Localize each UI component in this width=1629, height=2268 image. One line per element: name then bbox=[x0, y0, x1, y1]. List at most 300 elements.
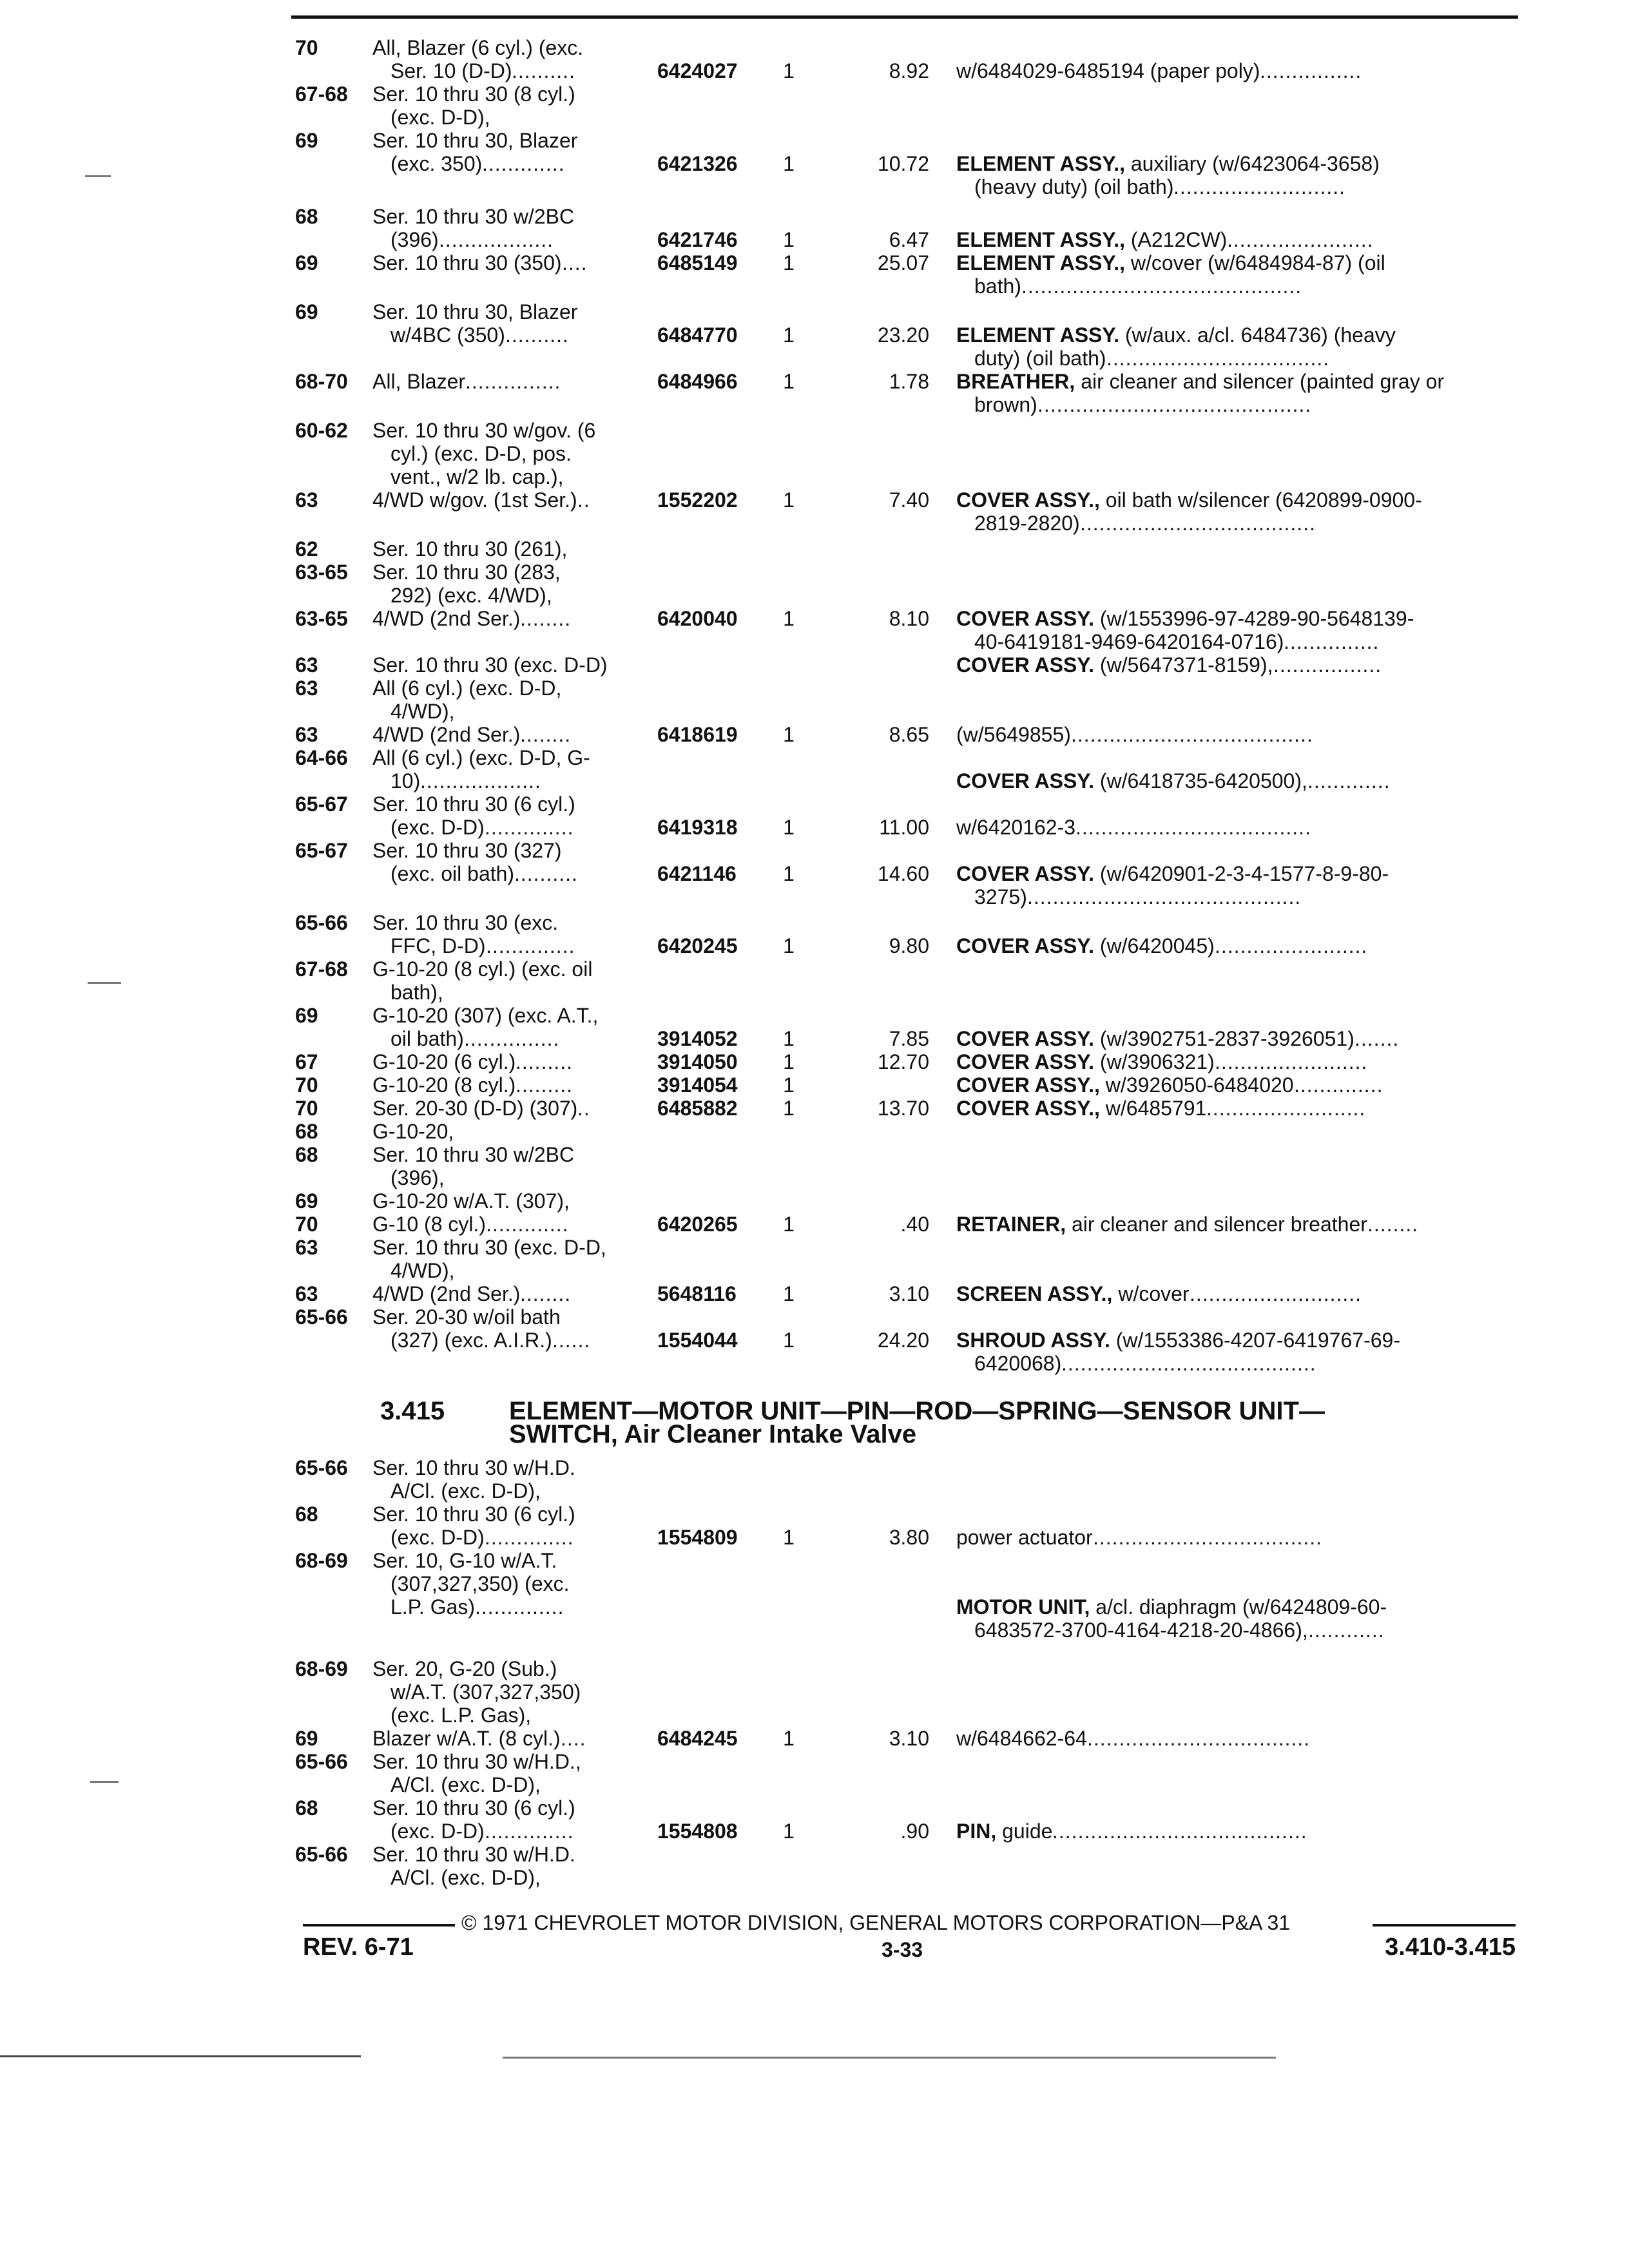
table-row bbox=[0, 1526, 1629, 1552]
table-row bbox=[0, 700, 1629, 726]
part-description bbox=[956, 488, 1422, 512]
leader-dots: .............. bbox=[485, 1820, 574, 1843]
part-description bbox=[956, 769, 1307, 793]
quantity: 1 bbox=[783, 1282, 795, 1305]
part-description bbox=[956, 59, 1260, 82]
leader-dots: .. bbox=[577, 1097, 590, 1120]
part-description bbox=[956, 228, 1227, 251]
year-range: 62 bbox=[295, 537, 318, 561]
part-detail: a/cl. diaphragm (w/6424809-60- bbox=[1090, 1595, 1387, 1619]
table-row bbox=[0, 488, 1629, 514]
part-number: 1554808 bbox=[657, 1820, 738, 1843]
leader-dots: ........................ bbox=[1215, 934, 1368, 957]
list-price: 7.40 bbox=[889, 488, 929, 512]
part-number: 3914050 bbox=[657, 1050, 738, 1073]
year-range: 63 bbox=[295, 1236, 318, 1259]
application-text: 4/WD (2nd Ser.) bbox=[372, 723, 521, 746]
table-row bbox=[0, 228, 1629, 254]
part-detail: (w/5649855) bbox=[956, 723, 1071, 746]
leader-dots: ............. bbox=[482, 152, 565, 175]
part-name: COVER ASSY. bbox=[956, 769, 1094, 793]
application-text: Ser. 10 thru 30 w/H.D., bbox=[372, 1750, 581, 1773]
list-price: 8.65 bbox=[889, 723, 929, 746]
year-range: 63 bbox=[295, 488, 318, 512]
application-text: G-10-20 (8 cyl.) bbox=[372, 1073, 516, 1097]
table-row bbox=[0, 274, 1629, 300]
table-row bbox=[0, 129, 1629, 155]
footer-rule-left bbox=[303, 1924, 455, 1927]
part-number: 6420245 bbox=[657, 934, 738, 957]
table-row bbox=[0, 746, 1629, 772]
quantity: 1 bbox=[783, 251, 795, 274]
leader-dots: ........ bbox=[520, 1282, 572, 1305]
application-text: (exc. D-D) bbox=[390, 1526, 485, 1549]
application-text: cyl.) (exc. D-D, pos. bbox=[390, 442, 572, 465]
application-text: w/4BC (350) bbox=[390, 323, 505, 347]
part-number: 6484770 bbox=[657, 323, 738, 347]
part-detail: w/6485791 bbox=[1099, 1097, 1207, 1120]
quantity: 1 bbox=[783, 370, 795, 393]
part-description bbox=[956, 1526, 1093, 1549]
table-row bbox=[0, 393, 1629, 419]
application-text: (exc. D-D) bbox=[390, 816, 485, 839]
application-text: L.P. Gas) bbox=[390, 1595, 476, 1619]
description-continued: 6483572-3700-4164-4218-20-4866), bbox=[974, 1619, 1308, 1642]
part-detail: (A212CW) bbox=[1124, 228, 1228, 251]
year-range: 68-69 bbox=[295, 1549, 348, 1572]
leader-dots: ........ bbox=[520, 607, 572, 630]
part-detail: auxiliary (w/6423064-3658) bbox=[1124, 152, 1380, 175]
year-range: 68 bbox=[295, 1503, 318, 1526]
table-row bbox=[0, 1236, 1629, 1262]
table-row bbox=[0, 106, 1629, 131]
list-price: .90 bbox=[900, 1820, 929, 1843]
year-range: 69 bbox=[295, 1727, 318, 1750]
table-row bbox=[0, 1004, 1629, 1030]
part-name: PIN, bbox=[956, 1820, 997, 1843]
leader-dots: ................................... bbox=[1106, 347, 1330, 370]
leader-dots: ............... bbox=[465, 370, 561, 393]
leader-dots: .......... bbox=[505, 323, 569, 347]
description-continued: 3275) bbox=[974, 885, 1027, 908]
application-text: All, Blazer (6 cyl.) (exc. bbox=[372, 36, 584, 59]
leader-dots: ......................... bbox=[1206, 1097, 1366, 1120]
part-detail: guide bbox=[996, 1820, 1053, 1843]
list-price: 6.47 bbox=[889, 228, 929, 251]
leader-dots: .............. bbox=[475, 1595, 564, 1619]
part-number: 6484245 bbox=[657, 1727, 738, 1750]
section-title-line2: SWITCH, Air Cleaner Intake Valve bbox=[509, 1420, 917, 1448]
part-number: 1552202 bbox=[657, 488, 738, 512]
table-row bbox=[0, 584, 1629, 610]
application-text: A/Cl. (exc. D-D), bbox=[390, 1479, 541, 1503]
application-text: Ser. 10 thru 30 w/H.D. bbox=[372, 1843, 575, 1866]
application-text: A/Cl. (exc. D-D), bbox=[390, 1866, 541, 1889]
table-row bbox=[0, 323, 1629, 349]
part-description bbox=[956, 1282, 1190, 1305]
part-name: ELEMENT ASSY., bbox=[956, 251, 1125, 274]
table-row bbox=[0, 1704, 1629, 1729]
year-range: 64-66 bbox=[295, 746, 348, 769]
application-text: G-10 (8 cyl.) bbox=[372, 1213, 487, 1236]
part-name: SCREEN ASSY., bbox=[956, 1282, 1113, 1305]
application-text: Ser. 10 thru 30 (exc. bbox=[372, 911, 559, 934]
part-name: ELEMENT ASSY. bbox=[956, 323, 1120, 347]
table-row bbox=[0, 442, 1629, 468]
year-range: 69 bbox=[295, 300, 318, 323]
leader-dots: ......... bbox=[516, 1073, 574, 1097]
table-row bbox=[0, 1657, 1629, 1683]
year-range: 69 bbox=[295, 251, 318, 274]
table-row bbox=[0, 419, 1629, 445]
part-name: COVER ASSY., bbox=[956, 1073, 1100, 1097]
leader-dots: ........................................ bbox=[1052, 1820, 1307, 1843]
part-name: SHROUD ASSY. bbox=[956, 1329, 1110, 1352]
leader-dots: .............. bbox=[1294, 1073, 1383, 1097]
part-description bbox=[956, 723, 1071, 746]
quantity: 1 bbox=[783, 934, 795, 957]
application-text: Ser. 10 thru 30 (exc. D-D) bbox=[372, 653, 608, 677]
part-number: 6424027 bbox=[657, 59, 738, 82]
table-row bbox=[0, 251, 1629, 277]
table-row bbox=[0, 677, 1629, 702]
table-row bbox=[0, 561, 1629, 586]
table-row bbox=[0, 1120, 1629, 1146]
footer-section-range: 3.410-3.415 bbox=[1385, 1934, 1516, 1961]
part-number: 6421746 bbox=[657, 228, 738, 251]
description-continued: brown) bbox=[974, 393, 1037, 416]
part-description bbox=[956, 1329, 1400, 1352]
leader-dots: ...... bbox=[552, 1329, 591, 1352]
leader-dots: ............. bbox=[486, 1213, 569, 1236]
application-text: bath), bbox=[390, 981, 443, 1004]
table-row bbox=[0, 175, 1629, 201]
part-name: BREATHER, bbox=[956, 370, 1075, 393]
table-row bbox=[0, 1503, 1629, 1528]
application-text: A/Cl. (exc. D-D), bbox=[390, 1773, 541, 1796]
table-row bbox=[0, 1213, 1629, 1238]
year-range: 63 bbox=[295, 1282, 318, 1305]
application-text: All, Blazer bbox=[372, 370, 466, 393]
list-price: 23.20 bbox=[877, 323, 929, 347]
application-text: G-10-20 w/A.T. (307), bbox=[372, 1189, 570, 1213]
part-description bbox=[956, 1050, 1215, 1073]
part-description bbox=[956, 1027, 1354, 1050]
application-text: Ser. 10 thru 30 (exc. D-D, bbox=[372, 1236, 606, 1259]
list-price: 7.85 bbox=[889, 1027, 929, 1050]
description-continued: bath) bbox=[974, 274, 1021, 298]
table-row bbox=[0, 816, 1629, 841]
leader-dots: ........................... bbox=[1173, 175, 1346, 198]
year-range: 68-69 bbox=[295, 1657, 348, 1680]
table-row bbox=[0, 1189, 1629, 1215]
leader-dots: ............ bbox=[1308, 1619, 1385, 1642]
list-price: 8.10 bbox=[889, 607, 929, 630]
list-price: .40 bbox=[900, 1213, 929, 1236]
table-row bbox=[0, 1027, 1629, 1053]
year-range: 70 bbox=[295, 1073, 318, 1097]
leader-dots: ..................................... bbox=[1080, 512, 1316, 535]
application-text: Ser. 10 thru 30 w/gov. (6 bbox=[372, 419, 596, 442]
description-continued: duty) (oil bath) bbox=[974, 347, 1106, 370]
part-description bbox=[956, 1727, 1087, 1750]
application-text: w/A.T. (307,327,350) bbox=[390, 1680, 581, 1704]
leader-dots: ....... bbox=[1354, 1027, 1400, 1050]
part-detail: w/cover (w/6484984-87) (oil bbox=[1124, 251, 1385, 274]
application-text: (exc. D-D) bbox=[390, 1820, 485, 1843]
part-name: ELEMENT ASSY., bbox=[956, 228, 1125, 251]
application-text: (396), bbox=[390, 1166, 445, 1189]
year-range: 63 bbox=[295, 653, 318, 677]
list-price: 1.78 bbox=[889, 370, 929, 393]
footer-copyright: © 1971 CHEVROLET MOTOR DIVISION, GENERAL MOTORS CORPORATION—P&A 31 bbox=[461, 1911, 1291, 1934]
description-continued: 40-6419181-9469-6420164-0716) bbox=[974, 630, 1284, 653]
quantity: 1 bbox=[783, 323, 795, 347]
leader-dots: ........................................... bbox=[1027, 885, 1302, 908]
table-row bbox=[0, 1329, 1629, 1354]
part-number: 6419318 bbox=[657, 816, 738, 839]
part-detail: w/6484029-6485194 (paper poly) bbox=[956, 59, 1260, 82]
year-range: 69 bbox=[295, 129, 318, 152]
section-number: 3.415 bbox=[380, 1397, 445, 1425]
application-text: G-10-20 (307) (exc. A.T., bbox=[372, 1004, 599, 1027]
year-range: 63-65 bbox=[295, 607, 348, 630]
application-text: FFC, D-D) bbox=[390, 934, 486, 957]
list-price: 3.10 bbox=[889, 1727, 929, 1750]
table-row bbox=[0, 1456, 1629, 1482]
table-row bbox=[0, 512, 1629, 537]
year-range: 65-66 bbox=[295, 1843, 348, 1866]
quantity: 1 bbox=[783, 152, 795, 175]
quantity: 1 bbox=[783, 1526, 795, 1549]
part-description bbox=[956, 934, 1215, 957]
application-text: (exc. oil bath) bbox=[390, 862, 515, 885]
application-text: 4/WD (2nd Ser.) bbox=[372, 607, 521, 630]
year-range: 63 bbox=[295, 723, 318, 746]
table-row bbox=[0, 934, 1629, 960]
leader-dots: ..................................... bbox=[1075, 816, 1311, 839]
application-text: 292) (exc. 4/WD), bbox=[390, 584, 552, 607]
footer-rule-right bbox=[1373, 1924, 1516, 1927]
year-range: 68 bbox=[295, 205, 318, 228]
quantity: 1 bbox=[783, 1727, 795, 1750]
year-range: 68 bbox=[295, 1120, 318, 1143]
part-detail: w/6420162-3 bbox=[956, 816, 1076, 839]
application-text: 4/WD), bbox=[390, 700, 455, 723]
part-name: COVER ASSY. bbox=[956, 1027, 1094, 1050]
part-description bbox=[956, 862, 1389, 885]
application-text: Blazer w/A.T. (8 cyl.) bbox=[372, 1727, 561, 1750]
leader-dots: ........................................ bbox=[1061, 1352, 1316, 1375]
application-text: Ser. 10 thru 30 (327) bbox=[372, 839, 562, 862]
table-row bbox=[0, 1479, 1629, 1505]
table-row bbox=[0, 769, 1629, 795]
application-text: Ser. 10 thru 30 (6 cyl.) bbox=[372, 1796, 575, 1820]
table-row bbox=[0, 1549, 1629, 1575]
part-name: COVER ASSY. bbox=[956, 1050, 1094, 1073]
table-row bbox=[0, 370, 1629, 396]
list-price: 9.80 bbox=[889, 934, 929, 957]
application-text: 4/WD (2nd Ser.) bbox=[372, 1282, 521, 1305]
year-range: 67 bbox=[295, 1050, 318, 1073]
year-range: 68 bbox=[295, 1796, 318, 1820]
application-text: Ser. 10 thru 30 (6 cyl.) bbox=[372, 1503, 575, 1526]
application-text: Ser. 10 (D-D) bbox=[390, 59, 512, 82]
application-text: Ser. 10 thru 30, Blazer bbox=[372, 129, 578, 152]
table-row bbox=[0, 1866, 1629, 1892]
leader-dots: ........................... bbox=[1190, 1282, 1362, 1305]
part-detail: power actuator bbox=[956, 1526, 1093, 1549]
list-price: 13.70 bbox=[877, 1097, 929, 1120]
application-text: Ser. 10 thru 30, Blazer bbox=[372, 300, 578, 323]
table-row bbox=[0, 981, 1629, 1006]
part-detail: (w/1553386-4207-6419767-69- bbox=[1110, 1329, 1400, 1352]
part-name: COVER ASSY., bbox=[956, 1097, 1100, 1120]
part-number: 1554809 bbox=[657, 1526, 738, 1549]
leader-dots: ................... bbox=[420, 769, 541, 793]
table-row bbox=[0, 537, 1629, 563]
table-row bbox=[0, 885, 1629, 911]
part-number: 6485149 bbox=[657, 251, 738, 274]
list-price: 8.92 bbox=[889, 59, 929, 82]
application-text: Ser. 10 thru 30 (6 cyl.) bbox=[372, 793, 575, 816]
part-number: 6421146 bbox=[657, 862, 737, 885]
top-rule bbox=[291, 15, 1518, 19]
leader-dots: .... bbox=[562, 251, 588, 274]
part-detail: (w/5647371-8159), bbox=[1094, 653, 1273, 677]
table-row bbox=[0, 1143, 1629, 1169]
leader-dots: ............... bbox=[1284, 630, 1380, 653]
quantity: 1 bbox=[783, 816, 795, 839]
part-detail: oil bath w/silencer (6420899-0900- bbox=[1099, 488, 1422, 512]
part-description bbox=[956, 251, 1385, 274]
leader-dots: ............................................ bbox=[1021, 274, 1302, 298]
part-detail: w/6484662-64 bbox=[956, 1727, 1087, 1750]
year-range: 65-66 bbox=[295, 1456, 348, 1479]
part-description bbox=[956, 653, 1273, 677]
part-detail: air cleaner and silencer breather bbox=[1066, 1213, 1367, 1236]
part-detail: (w/1553996-97-4289-90-5648139- bbox=[1094, 607, 1414, 630]
year-range: 68 bbox=[295, 1143, 318, 1166]
table-row bbox=[0, 1050, 1629, 1076]
leader-dots: .. bbox=[577, 488, 590, 512]
table-row bbox=[0, 205, 1629, 231]
table-row bbox=[0, 1572, 1629, 1598]
list-price: 12.70 bbox=[877, 1050, 929, 1073]
application-text: All (6 cyl.) (exc. D-D, G- bbox=[372, 746, 590, 769]
leader-dots: ...................................... bbox=[1071, 723, 1313, 746]
description-continued: (heavy duty) (oil bath) bbox=[974, 175, 1174, 198]
part-detail: w/3926050-6484020 bbox=[1099, 1073, 1294, 1097]
table-row bbox=[0, 793, 1629, 818]
quantity: 1 bbox=[783, 1073, 795, 1097]
part-description bbox=[956, 607, 1414, 630]
application-text: Ser. 20-30 w/oil bath bbox=[372, 1305, 561, 1329]
table-row bbox=[0, 1843, 1629, 1869]
part-detail: (w/6420045) bbox=[1094, 934, 1215, 957]
table-row bbox=[0, 1595, 1629, 1621]
year-range: 63 bbox=[295, 677, 318, 700]
part-detail: (w/aux. a/cl. 6484736) (heavy bbox=[1119, 323, 1396, 347]
quantity: 1 bbox=[783, 1820, 795, 1843]
year-range: 65-66 bbox=[295, 911, 348, 934]
table-row bbox=[0, 607, 1629, 633]
part-description bbox=[956, 1097, 1206, 1120]
leader-dots: ................................... bbox=[1087, 1727, 1311, 1750]
application-text: Ser. 10 thru 30 (8 cyl.) bbox=[372, 82, 575, 106]
table-row bbox=[0, 911, 1629, 937]
year-range: 69 bbox=[295, 1189, 318, 1213]
part-detail: (w/3902751-2837-3926051) bbox=[1094, 1027, 1354, 1050]
year-range: 69 bbox=[295, 1004, 318, 1027]
year-range: 70 bbox=[295, 36, 318, 59]
quantity: 1 bbox=[783, 488, 795, 512]
leader-dots: ........ bbox=[1367, 1213, 1419, 1236]
leader-dots: ........................ bbox=[1215, 1050, 1368, 1073]
quantity: 1 bbox=[783, 1027, 795, 1050]
part-name: COVER ASSY., bbox=[956, 488, 1100, 512]
table-row bbox=[0, 839, 1629, 865]
leader-dots: ................ bbox=[1260, 59, 1362, 82]
quantity: 1 bbox=[783, 1213, 795, 1236]
part-description bbox=[956, 1073, 1294, 1097]
table-row bbox=[0, 465, 1629, 491]
application-text: Ser. 10 thru 30 (261), bbox=[372, 537, 568, 561]
scan-edge-line bbox=[503, 2057, 1276, 2059]
scan-edge-line bbox=[0, 2055, 361, 2057]
list-price: 24.20 bbox=[877, 1329, 929, 1352]
part-detail: (w/3906321) bbox=[1094, 1050, 1215, 1073]
year-range: 67-68 bbox=[295, 82, 348, 106]
part-detail: (w/6420901-2-3-4-1577-8-9-80- bbox=[1094, 862, 1389, 885]
table-row bbox=[0, 59, 1629, 85]
part-number: 6485882 bbox=[657, 1097, 738, 1120]
year-range: 65-67 bbox=[295, 839, 348, 862]
part-name: ELEMENT ASSY., bbox=[956, 152, 1125, 175]
quantity: 1 bbox=[783, 228, 795, 251]
table-row bbox=[0, 1305, 1629, 1331]
quantity: 1 bbox=[783, 1097, 795, 1120]
quantity: 1 bbox=[783, 1329, 795, 1352]
table-row bbox=[0, 1796, 1629, 1822]
table-row bbox=[0, 1259, 1629, 1285]
application-text: vent., w/2 lb. cap.), bbox=[390, 465, 564, 488]
part-description bbox=[956, 816, 1075, 839]
application-text: oil bath) bbox=[390, 1027, 464, 1050]
table-row bbox=[0, 1352, 1629, 1378]
leader-dots: .............. bbox=[486, 934, 575, 957]
application-text: Ser. 20, G-20 (Sub.) bbox=[372, 1657, 557, 1680]
part-description bbox=[956, 370, 1444, 393]
application-text: G-10-20, bbox=[372, 1120, 454, 1143]
table-row bbox=[0, 957, 1629, 983]
leader-dots: ........................................... bbox=[1037, 393, 1312, 416]
part-description bbox=[956, 1595, 1387, 1619]
part-name: COVER ASSY. bbox=[956, 653, 1094, 677]
leader-dots: ............... bbox=[464, 1027, 560, 1050]
year-range: 70 bbox=[295, 1213, 318, 1236]
application-text: Ser. 10 thru 30 w/2BC bbox=[372, 1143, 575, 1166]
table-row bbox=[0, 1773, 1629, 1799]
application-text: G-10-20 (6 cyl.) bbox=[372, 1050, 516, 1073]
list-price: 10.72 bbox=[877, 152, 929, 175]
part-number: 6418619 bbox=[657, 723, 738, 746]
part-name: COVER ASSY. bbox=[956, 934, 1094, 957]
table-row bbox=[0, 82, 1629, 108]
application-text: 10) bbox=[390, 769, 421, 793]
footer-revision: REV. 6-71 bbox=[303, 1934, 414, 1961]
part-number: 6420265 bbox=[657, 1213, 738, 1236]
